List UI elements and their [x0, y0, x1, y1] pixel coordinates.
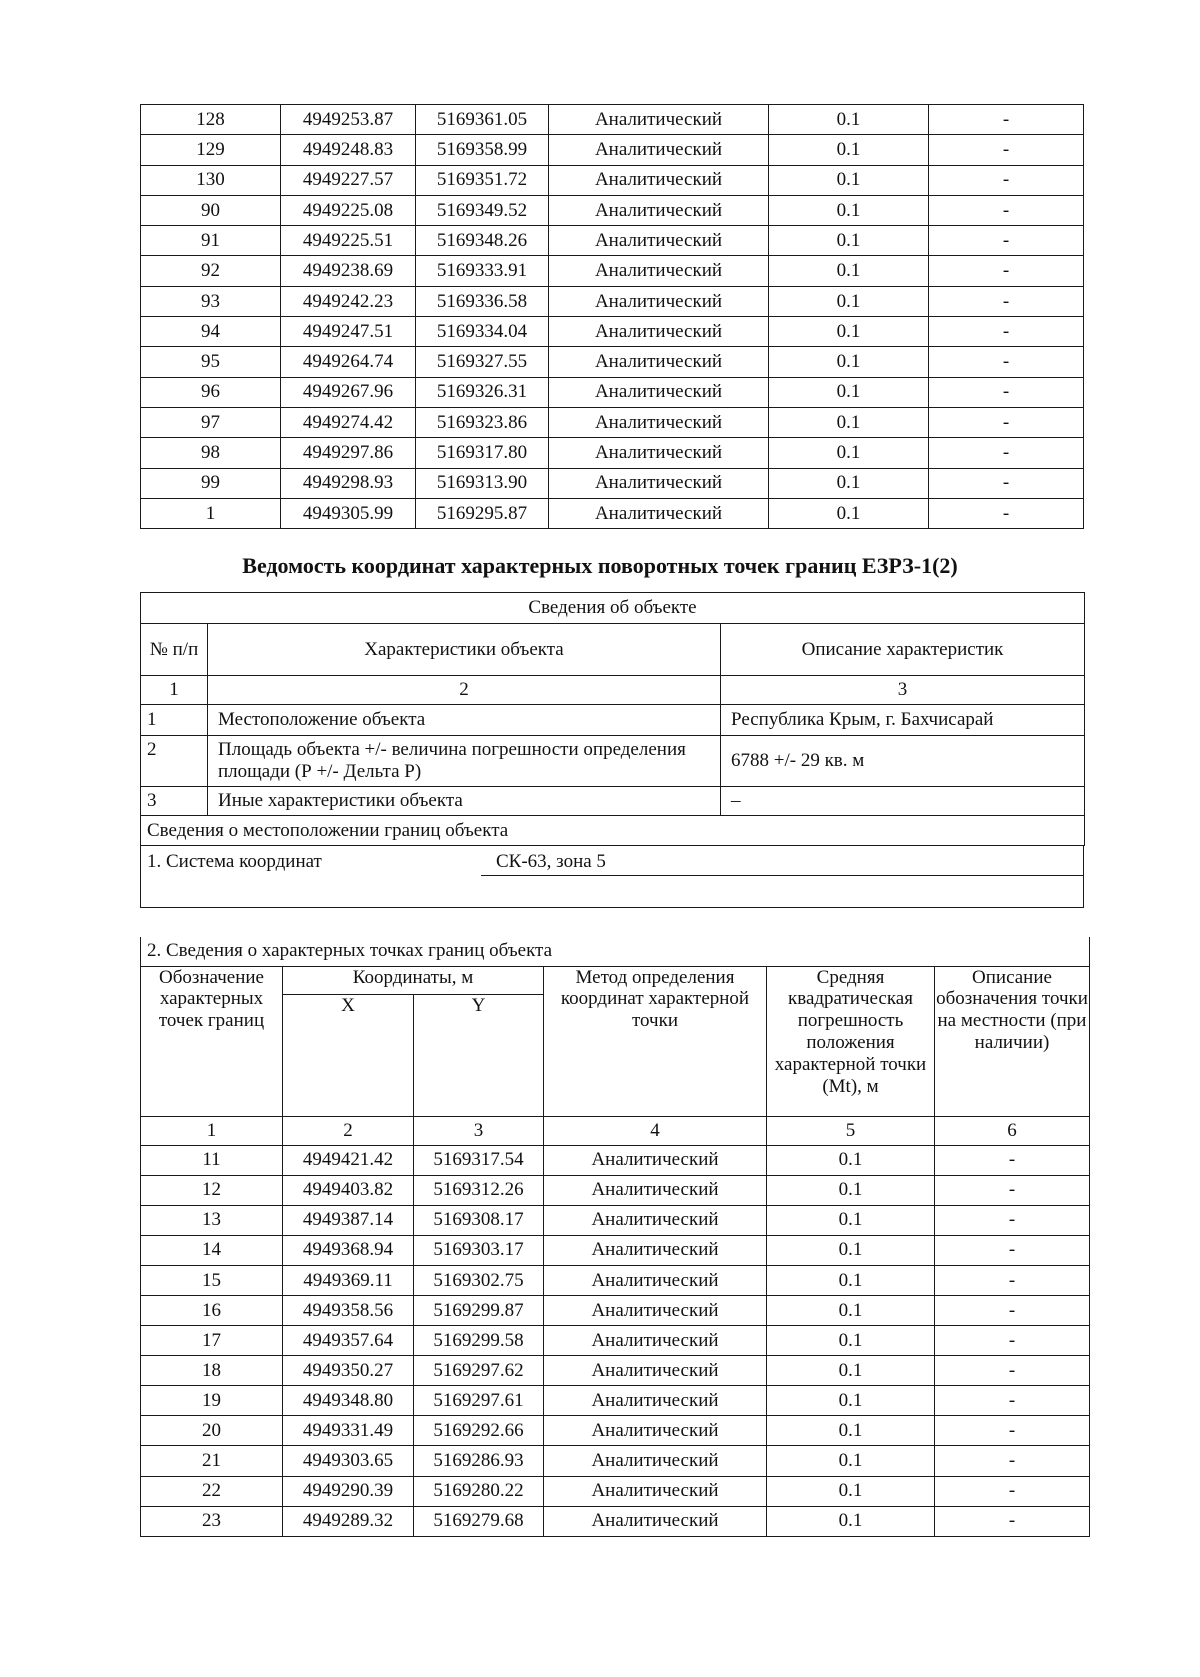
method-cell: Аналитический	[549, 438, 769, 468]
info-row-name: Местоположение объекта	[208, 705, 721, 736]
col-num-6: 6	[935, 1116, 1090, 1145]
method-cell: Аналитический	[549, 135, 769, 165]
error-value-cell: 0.1	[769, 105, 929, 135]
boundary-heading: Сведения о местоположении границ объекта	[141, 816, 1085, 846]
table-row	[141, 377, 1084, 407]
coord-y-cell: 5169336.58	[416, 286, 549, 316]
method-cell: Аналитический	[549, 377, 769, 407]
point-id-cell: 130	[141, 165, 281, 195]
info-row-name: Иные характеристики объекта	[208, 787, 721, 816]
description-cell: -	[929, 498, 1084, 528]
error-value-cell: 0.1	[769, 165, 929, 195]
table-row	[141, 1295, 1090, 1325]
error-value-cell: 0.1	[767, 1295, 935, 1325]
table-row	[141, 1386, 1090, 1416]
coord-y-cell: 5169349.52	[416, 195, 549, 225]
description-cell: -	[935, 1265, 1090, 1295]
object-info-table	[140, 592, 1085, 846]
coord-x-cell: 4949289.32	[283, 1506, 414, 1536]
top-table-body	[141, 105, 1084, 529]
coord-y-cell: 5169317.80	[416, 438, 549, 468]
object-info-heading: Сведения об объекте	[141, 593, 1085, 624]
coord-x-cell: 4949305.99	[281, 498, 416, 528]
error-value-cell: 0.1	[767, 1386, 935, 1416]
header-description: Описание обозначения точки на местности (при наличии)	[935, 966, 1090, 1116]
error-value-cell: 0.1	[769, 195, 929, 225]
point-id-cell: 90	[141, 195, 281, 225]
method-cell: Аналитический	[549, 286, 769, 316]
coord-y-cell: 5169295.87	[416, 498, 549, 528]
description-cell: -	[929, 195, 1084, 225]
point-id-cell: 16	[141, 1295, 283, 1325]
method-cell: Аналитический	[544, 1386, 767, 1416]
error-value-cell: 0.1	[767, 1265, 935, 1295]
coordinate-system-value: СК-63, зона 5	[496, 851, 606, 872]
point-id-cell: 1	[141, 498, 281, 528]
method-cell: Аналитический	[549, 165, 769, 195]
description-cell: -	[935, 1446, 1090, 1476]
method-cell: Аналитический	[544, 1265, 767, 1295]
col-description-header: Описание характеристик	[721, 624, 1085, 676]
table-row	[141, 1506, 1090, 1536]
description-cell: -	[935, 1356, 1090, 1386]
coord-x-cell: 4949247.51	[281, 317, 416, 347]
coord-x-cell: 4949298.93	[281, 468, 416, 498]
description-cell: -	[935, 1476, 1090, 1506]
col-num-5: 5	[767, 1116, 935, 1145]
error-value-cell: 0.1	[769, 438, 929, 468]
point-id-cell: 22	[141, 1476, 283, 1506]
table-row	[141, 256, 1084, 286]
method-cell: Аналитический	[544, 1326, 767, 1356]
table-row	[141, 286, 1084, 316]
point-id-cell: 95	[141, 347, 281, 377]
coord-y-cell: 5169334.04	[416, 317, 549, 347]
point-id-cell: 93	[141, 286, 281, 316]
coord-y-cell: 5169361.05	[416, 105, 549, 135]
error-value-cell: 0.1	[767, 1175, 935, 1205]
description-cell: -	[929, 286, 1084, 316]
coord-x-cell: 4949369.11	[283, 1265, 414, 1295]
info-row-value: Республика Крым, г. Бахчисарай	[721, 705, 1085, 736]
coord-y-cell: 5169323.86	[416, 407, 549, 437]
coord-x-cell: 4949290.39	[283, 1476, 414, 1506]
coord-x-cell: 4949264.74	[281, 347, 416, 377]
method-cell: Аналитический	[544, 1205, 767, 1235]
description-cell: -	[929, 407, 1084, 437]
description-cell: -	[935, 1235, 1090, 1265]
point-id-cell: 94	[141, 317, 281, 347]
error-value-cell: 0.1	[769, 226, 929, 256]
boundary-points-table	[140, 937, 1090, 1537]
coord-y-cell: 5169286.93	[414, 1446, 544, 1476]
point-id-cell: 98	[141, 438, 281, 468]
col-num-3: 3	[721, 676, 1085, 705]
col-num-4: 4	[544, 1116, 767, 1145]
error-value-cell: 0.1	[769, 407, 929, 437]
point-id-cell: 23	[141, 1506, 283, 1536]
table-row	[141, 1175, 1090, 1205]
error-value-cell: 0.1	[769, 256, 929, 286]
table-row	[141, 317, 1084, 347]
coord-x-cell: 4949303.65	[283, 1446, 414, 1476]
coord-x-cell: 4949387.14	[283, 1205, 414, 1235]
point-id-cell: 21	[141, 1446, 283, 1476]
point-id-cell: 18	[141, 1356, 283, 1386]
method-cell: Аналитический	[549, 407, 769, 437]
points-section-heading: 2. Сведения о характерных точках границ объекта	[141, 937, 1090, 966]
coord-y-cell: 5169358.99	[416, 135, 549, 165]
point-id-cell: 13	[141, 1205, 283, 1235]
error-value-cell: 0.1	[767, 1416, 935, 1446]
method-cell: Аналитический	[549, 498, 769, 528]
description-cell: -	[935, 1175, 1090, 1205]
points-table-body	[141, 1145, 1090, 1536]
description-cell: -	[929, 165, 1084, 195]
coord-y-cell: 5169313.90	[416, 468, 549, 498]
point-id-cell: 97	[141, 407, 281, 437]
table-row	[141, 1145, 1090, 1175]
coordinate-system-block	[140, 845, 1084, 908]
description-cell: -	[929, 377, 1084, 407]
table-row	[141, 1265, 1090, 1295]
coord-x-cell: 4949348.80	[283, 1386, 414, 1416]
description-cell: -	[935, 1145, 1090, 1175]
col-num-1: 1	[141, 1116, 283, 1145]
table-row	[141, 347, 1084, 377]
error-value-cell: 0.1	[767, 1476, 935, 1506]
coord-y-cell: 5169326.31	[416, 377, 549, 407]
coord-x-cell: 4949350.27	[283, 1356, 414, 1386]
coord-y-cell: 5169297.62	[414, 1356, 544, 1386]
col-num-2: 2	[208, 676, 721, 705]
table-row	[141, 468, 1084, 498]
coordinate-system-cell	[141, 845, 1084, 908]
table-row	[141, 1476, 1090, 1506]
coord-y-cell: 5169280.22	[414, 1476, 544, 1506]
point-id-cell: 12	[141, 1175, 283, 1205]
table-row	[141, 105, 1084, 135]
coord-x-cell: 4949421.42	[283, 1145, 414, 1175]
document-title: Ведомость координат характерных поворотных точек границ ЕЗРЗ-1(2)	[242, 553, 958, 578]
description-cell: -	[929, 226, 1084, 256]
coord-y-cell: 5169303.17	[414, 1235, 544, 1265]
method-cell: Аналитический	[544, 1476, 767, 1506]
info-row-no: 3	[141, 787, 208, 816]
error-value-cell: 0.1	[767, 1356, 935, 1386]
coord-x-cell: 4949358.56	[283, 1295, 414, 1325]
header-y: Y	[414, 994, 544, 1116]
info-row-value: 6788 +/- 29 кв. м	[721, 736, 1085, 787]
error-value-cell: 0.1	[769, 347, 929, 377]
info-row-no: 2	[141, 736, 208, 787]
description-cell: -	[929, 105, 1084, 135]
coord-x-cell: 4949274.42	[281, 407, 416, 437]
point-id-cell: 17	[141, 1326, 283, 1356]
description-cell: -	[935, 1295, 1090, 1325]
error-value-cell: 0.1	[769, 317, 929, 347]
method-cell: Аналитический	[549, 317, 769, 347]
coord-x-cell: 4949368.94	[283, 1235, 414, 1265]
coordinate-system-label: 1. Система координат	[147, 851, 322, 872]
error-value-cell: 0.1	[769, 468, 929, 498]
description-cell: -	[935, 1506, 1090, 1536]
error-value-cell: 0.1	[767, 1205, 935, 1235]
description-cell: -	[929, 468, 1084, 498]
point-id-cell: 19	[141, 1386, 283, 1416]
coord-x-cell: 4949267.96	[281, 377, 416, 407]
coord-y-cell: 5169312.26	[414, 1175, 544, 1205]
description-cell: -	[929, 135, 1084, 165]
header-error: Средняя квадратическая погрешность положения характерной точки (Mt), м	[767, 966, 935, 1116]
method-cell: Аналитический	[549, 468, 769, 498]
coord-y-cell: 5169279.68	[414, 1506, 544, 1536]
method-cell: Аналитический	[549, 226, 769, 256]
coord-y-cell: 5169327.55	[416, 347, 549, 377]
point-id-cell: 92	[141, 256, 281, 286]
coord-x-cell: 4949225.51	[281, 226, 416, 256]
error-value-cell: 0.1	[767, 1446, 935, 1476]
description-cell: -	[935, 1386, 1090, 1416]
error-value-cell: 0.1	[767, 1326, 935, 1356]
point-id-cell: 96	[141, 377, 281, 407]
coord-x-cell: 4949253.87	[281, 105, 416, 135]
point-id-cell: 99	[141, 468, 281, 498]
header-method: Метод определения координат характерной точки	[544, 966, 767, 1116]
top-coordinates-table	[140, 104, 1084, 529]
coord-x-cell: 4949331.49	[283, 1416, 414, 1446]
description-cell: -	[935, 1205, 1090, 1235]
coord-y-cell: 5169299.87	[414, 1295, 544, 1325]
point-id-cell: 14	[141, 1235, 283, 1265]
table-row	[141, 135, 1084, 165]
coord-y-cell: 5169348.26	[416, 226, 549, 256]
table-row	[141, 165, 1084, 195]
table-row	[141, 226, 1084, 256]
description-cell: -	[929, 317, 1084, 347]
method-cell: Аналитический	[544, 1356, 767, 1386]
coord-x-cell: 4949357.64	[283, 1326, 414, 1356]
description-cell: -	[929, 347, 1084, 377]
method-cell: Аналитический	[544, 1416, 767, 1446]
col-num-1: 1	[141, 676, 208, 705]
coord-x-cell: 4949227.57	[281, 165, 416, 195]
coord-y-cell: 5169302.75	[414, 1265, 544, 1295]
col-characteristics-header: Характеристики объекта	[208, 624, 721, 676]
point-id-cell: 128	[141, 105, 281, 135]
coord-y-cell: 5169317.54	[414, 1145, 544, 1175]
info-row-no: 1	[141, 705, 208, 736]
col-num-3: 3	[414, 1116, 544, 1145]
coord-x-cell: 4949248.83	[281, 135, 416, 165]
col-num-2: 2	[283, 1116, 414, 1145]
coord-y-cell: 5169297.61	[414, 1386, 544, 1416]
table-row	[141, 1205, 1090, 1235]
point-id-cell: 91	[141, 226, 281, 256]
point-id-cell: 20	[141, 1416, 283, 1446]
table-row	[141, 438, 1084, 468]
coord-y-cell: 5169299.58	[414, 1326, 544, 1356]
coord-y-cell: 5169308.17	[414, 1205, 544, 1235]
point-id-cell: 15	[141, 1265, 283, 1295]
method-cell: Аналитический	[549, 347, 769, 377]
error-value-cell: 0.1	[767, 1506, 935, 1536]
method-cell: Аналитический	[549, 195, 769, 225]
coord-x-cell: 4949297.86	[281, 438, 416, 468]
table-row	[141, 407, 1084, 437]
info-row-value: –	[721, 787, 1085, 816]
table-row	[141, 498, 1084, 528]
description-cell: -	[929, 256, 1084, 286]
error-value-cell: 0.1	[769, 286, 929, 316]
error-value-cell: 0.1	[769, 498, 929, 528]
method-cell: Аналитический	[549, 105, 769, 135]
table-row	[141, 1326, 1090, 1356]
point-id-cell: 11	[141, 1145, 283, 1175]
coord-y-cell: 5169292.66	[414, 1416, 544, 1446]
method-cell: Аналитический	[544, 1175, 767, 1205]
description-cell: -	[929, 438, 1084, 468]
error-value-cell: 0.1	[769, 377, 929, 407]
header-designation: Обозначение характерных точек границ	[141, 966, 283, 1116]
error-value-cell: 0.1	[769, 135, 929, 165]
method-cell: Аналитический	[549, 256, 769, 286]
method-cell: Аналитический	[544, 1446, 767, 1476]
description-cell: -	[935, 1416, 1090, 1446]
description-cell: -	[935, 1326, 1090, 1356]
coord-y-cell: 5169351.72	[416, 165, 549, 195]
table-row	[141, 1446, 1090, 1476]
method-cell: Аналитический	[544, 1235, 767, 1265]
table-row	[141, 1235, 1090, 1265]
coord-x-cell: 4949403.82	[283, 1175, 414, 1205]
header-x: X	[283, 994, 414, 1116]
point-id-cell: 129	[141, 135, 281, 165]
table-row	[141, 195, 1084, 225]
method-cell: Аналитический	[544, 1506, 767, 1536]
table-row	[141, 1416, 1090, 1446]
coord-x-cell: 4949238.69	[281, 256, 416, 286]
error-value-cell: 0.1	[767, 1145, 935, 1175]
col-no-header: № п/п	[141, 624, 208, 676]
coordinate-system-underline	[481, 875, 1083, 876]
method-cell: Аналитический	[544, 1295, 767, 1325]
coord-x-cell: 4949225.08	[281, 195, 416, 225]
method-cell: Аналитический	[544, 1145, 767, 1175]
header-coordinates: Координаты, м	[283, 966, 544, 994]
coord-x-cell: 4949242.23	[281, 286, 416, 316]
error-value-cell: 0.1	[767, 1235, 935, 1265]
coord-y-cell: 5169333.91	[416, 256, 549, 286]
table-row	[141, 1356, 1090, 1386]
info-row-name: Площадь объекта +/- величина погрешности определения площади (Р +/- Дельта Р)	[208, 736, 721, 787]
